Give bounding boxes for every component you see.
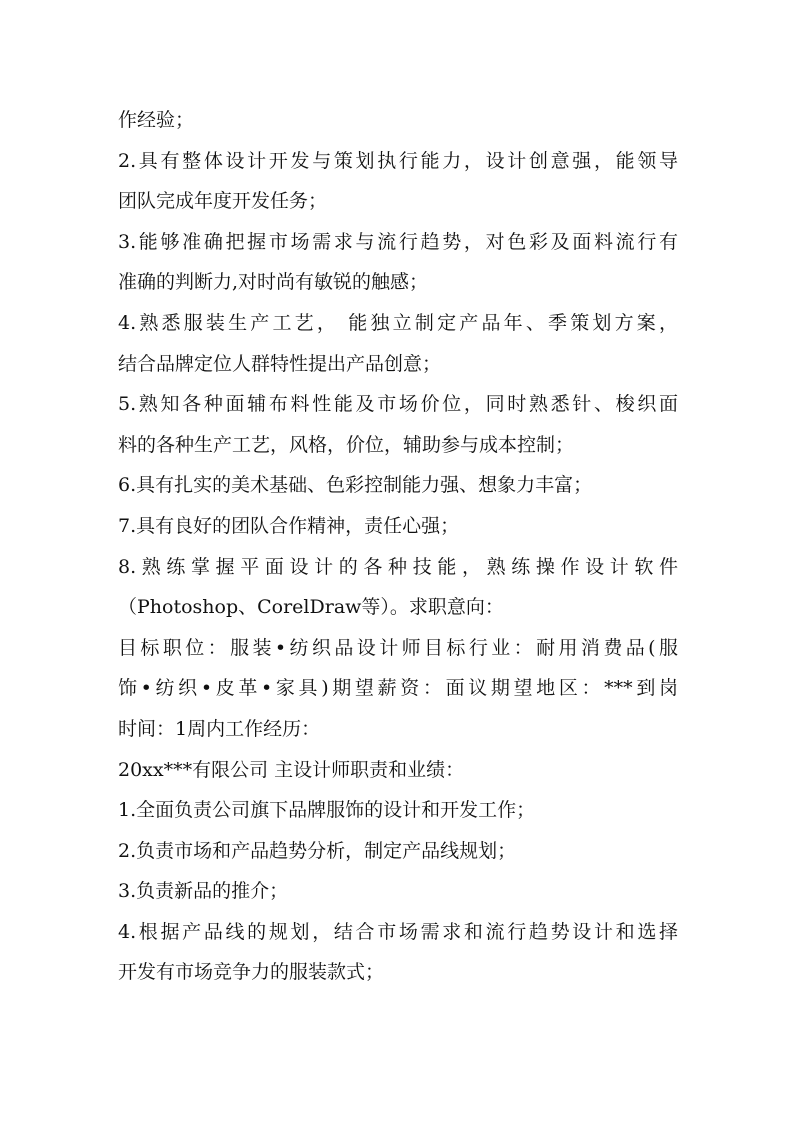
text-line: 20xx***有限公司 主设计师职责和业绩： [118, 758, 465, 781]
text-line: 6.具有扎实的美术基础、色彩控制能力强、想象力丰富； [118, 474, 593, 497]
text-line: 4.根据产品线的规划，结合市场需求和流行趋势设计和选择 [118, 920, 678, 943]
document-body [118, 100, 678, 993]
text-line: 时间：1周内工作经历： [118, 717, 321, 740]
text-line: 结合品牌定位人群特性提出产品创意； [118, 352, 442, 375]
text-line: 3.能够准确把握市场需求与流行趋势，对色彩及面料流行有 [118, 230, 678, 253]
text-line: 团队完成年度开发任务； [118, 190, 328, 213]
text-line: 料的各种生产工艺，风格，价位，辅助参与成本控制； [118, 433, 575, 456]
text-line: 目标职位：服装•纺织品设计师目标行业：耐用消费品(服 [118, 636, 678, 659]
text-line: 2.具有整体设计开发与策划执行能力，设计创意强，能领导 [118, 149, 678, 172]
text-line: 1.全面负责公司旗下品牌服饰的设计和开发工作； [118, 799, 536, 822]
text-line: 5.熟知各种面辅布料性能及市场价位，同时熟悉针、梭织面 [118, 393, 678, 416]
text-line: 2.负责市场和产品趋势分析，制定产品线规划； [118, 839, 517, 862]
text-line: 3.负责新品的推介； [118, 880, 289, 903]
text-line: 开发有市场竞争力的服装款式； [118, 961, 385, 984]
text-line: 准确的判断力,对时尚有敏锐的触感； [118, 271, 429, 294]
text-line: 作经验； [118, 109, 195, 131]
text-line: 4.熟悉服装生产工艺， 能独立制定产品年、季策划方案， [118, 311, 678, 334]
text-line: （Photoshop、CorelDraw等）。求职意向： [118, 596, 504, 619]
text-line: 7.具有良好的团队合作精神，责任心强； [118, 514, 460, 537]
text-line: 8.熟练掌握平面设计的各种技能，熟练操作设计软件 [118, 555, 678, 578]
text-line: 饰•纺织•皮革•家具)期望薪资：面议期望地区：***到岗 [118, 677, 678, 700]
